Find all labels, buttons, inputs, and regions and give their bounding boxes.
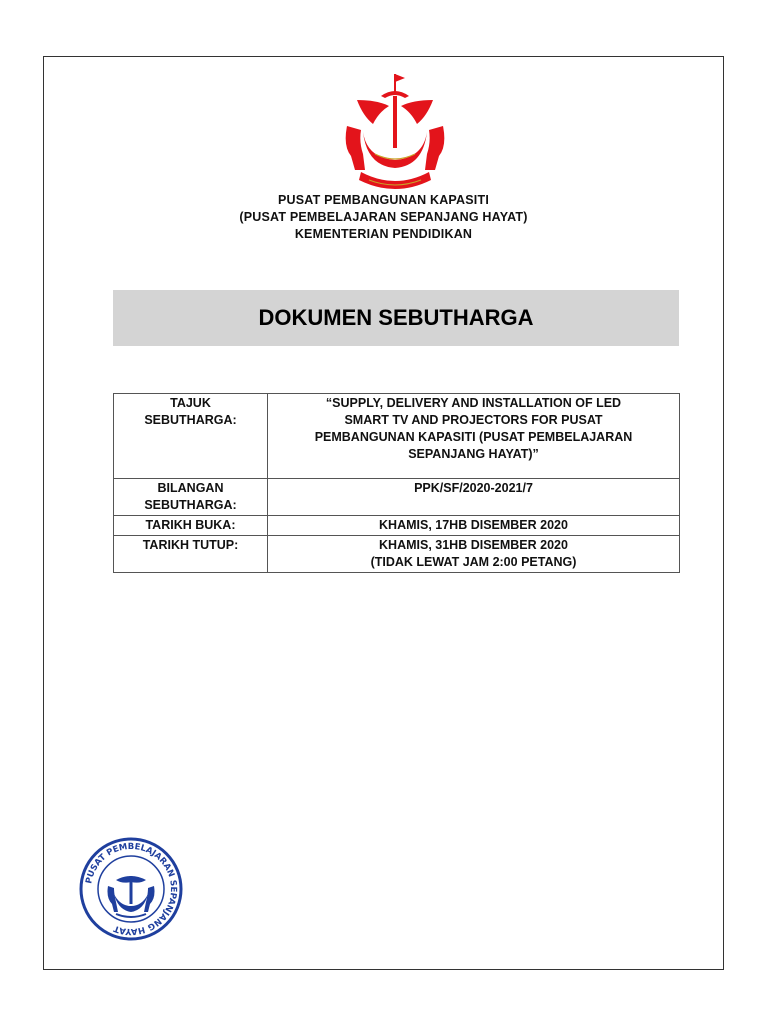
table-row bbox=[114, 536, 680, 573]
bilangan-value: PPK/SF/2020-2021/7 bbox=[268, 479, 680, 516]
tarikh-tutup-value-line-1: KHAMIS, 31HB DISEMBER 2020 bbox=[379, 538, 568, 552]
tajuk-label bbox=[114, 394, 268, 479]
institution-header bbox=[43, 192, 724, 243]
bilangan-label-line-1: BILANGAN bbox=[157, 481, 224, 495]
tarikh-buka-label: TARIKH BUKA: bbox=[114, 516, 268, 536]
tajuk-value-line-4: SEPANJANG HAYAT)” bbox=[408, 447, 539, 461]
tarikh-buka-value: KHAMIS, 17HB DISEMBER 2020 bbox=[268, 516, 680, 536]
document-title: DOKUMEN SEBUTHARGA bbox=[258, 305, 534, 330]
table-row bbox=[114, 516, 680, 536]
tajuk-value-line-2: SMART TV AND PROJECTORS FOR PUSAT bbox=[344, 413, 603, 427]
tajuk-label-line-1: TAJUK bbox=[170, 396, 211, 410]
tajuk-value-line-1: “SUPPLY, DELIVERY AND INSTALLATION OF LED bbox=[325, 396, 622, 410]
quotation-info-table bbox=[113, 393, 680, 573]
header-line-3: KEMENTERIAN PENDIDIKAN bbox=[294, 227, 473, 241]
bilangan-label bbox=[114, 479, 268, 516]
tajuk-value bbox=[268, 394, 680, 479]
state-crest-icon bbox=[333, 70, 457, 190]
tajuk-label-line-2: SEBUTHARGA: bbox=[144, 413, 237, 427]
stamp-emblem-icon bbox=[78, 836, 184, 942]
tarikh-tutup-label: TARIKH TUTUP: bbox=[114, 536, 268, 573]
bilangan-label-line-2: SEBUTHARGA: bbox=[144, 498, 237, 512]
tajuk-value-line-3: PEMBANGUNAN KAPASITI (PUSAT PEMBELAJARAN bbox=[314, 430, 633, 444]
table-row bbox=[114, 394, 680, 479]
header-line-1: PUSAT PEMBANGUNAN KAPASITI bbox=[278, 193, 489, 207]
tarikh-tutup-value-line-2: (TIDAK LEWAT JAM 2:00 PETANG) bbox=[370, 555, 577, 569]
header-line-2: (PUSAT PEMBELAJARAN SEPANJANG HAYAT) bbox=[239, 210, 528, 224]
document-title-bar bbox=[113, 290, 679, 346]
stamp-ring-text: PUSAT PEMBELAJARAN SEPANJANG HAYAT bbox=[84, 841, 179, 937]
table-row bbox=[114, 479, 680, 516]
tarikh-tutup-value bbox=[268, 536, 680, 573]
